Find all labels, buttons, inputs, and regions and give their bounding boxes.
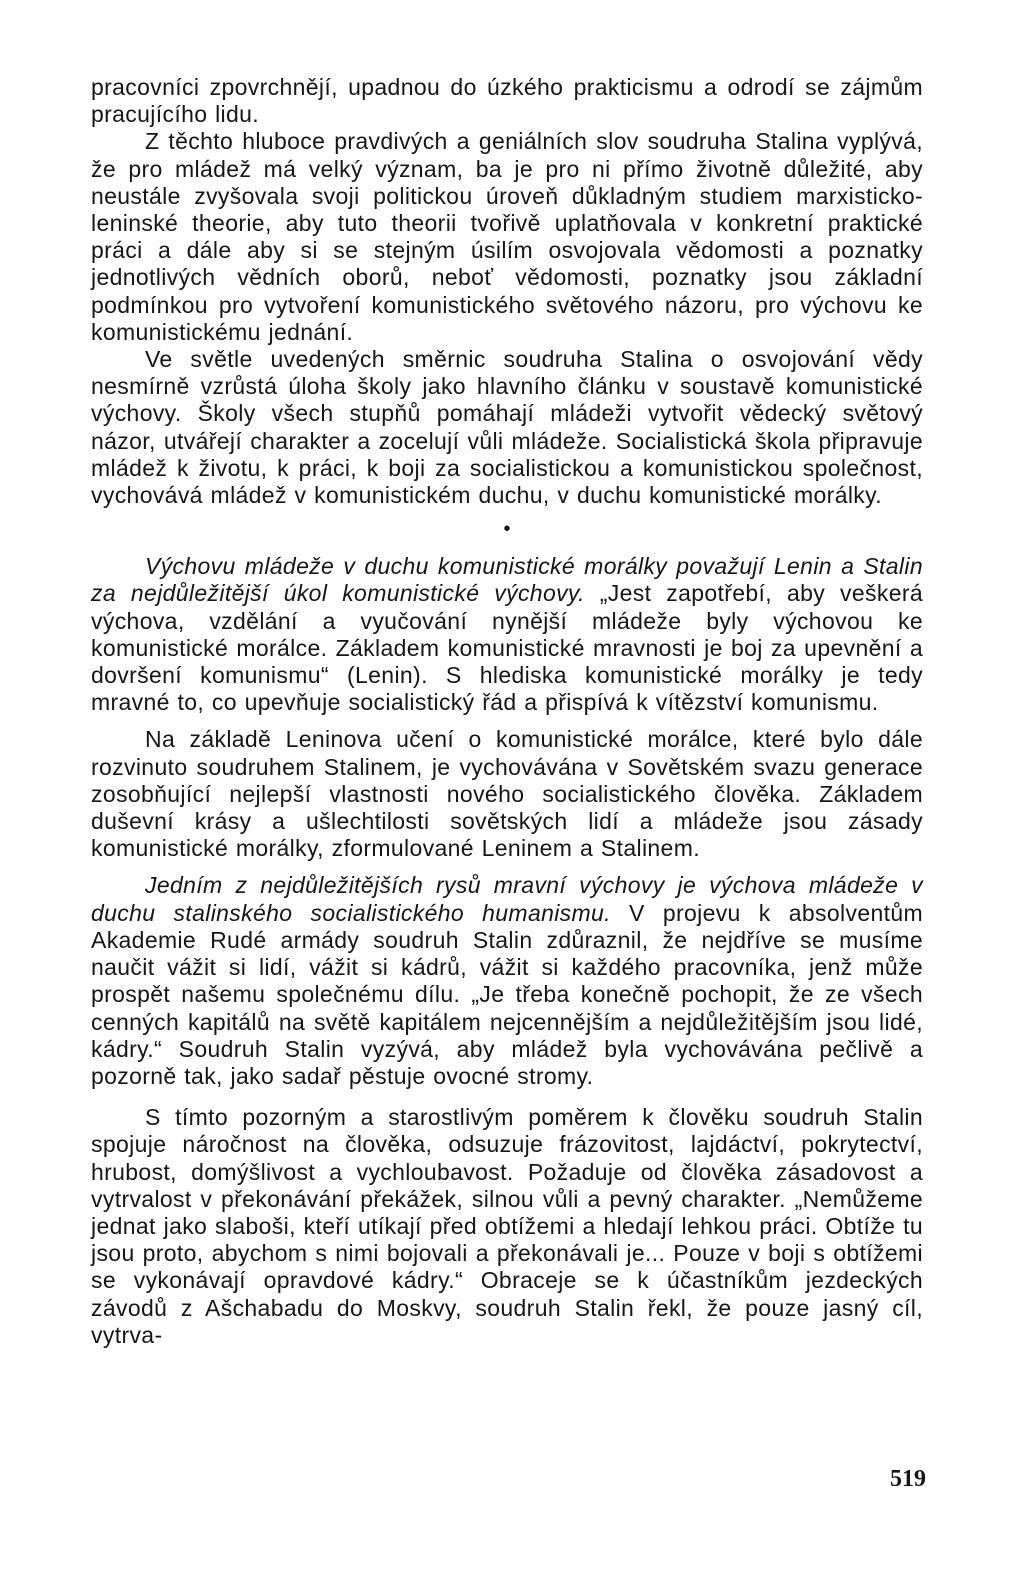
paragraph-1 xyxy=(91,74,923,128)
body-text: S tímto pozorným a starostlivým poměrem k člověku soudruh Stalin spojuje náročnost na člověka, odsuzuje frázovitost, lajdáctví, pokrytectví, hrubost, domýšlivost a vychloubavost. Požaduje od člověka zásadovost a vytrvalost v překonávání překážek, silnou vůli a pevný charakter. „Nemůžeme jednat jako slaboši, kteří utíkají před obtížemi a hledají lehkou práci. Obtíže tu jsou proto, abychom s nimi bojovali a překonávali je... Pouze v boji s obtížemi se vykonávají opravdové kádry.“ Obraceje se k účastníkům jezdeckých závodů z Ašchabadu do Moskvy, soudruh Stalin řekl, že pouze jasný cíl, vytrva- xyxy=(91,1104,923,1348)
body-text: pracovníci zpovrchnějí, upadnou do úzkého prakticismu a odrodí se zájmům pracujícího lidu. xyxy=(91,74,923,128)
body-text: Z těchto hluboce pravdivých a geniálních slov soudruha Stalina vyplývá, že pro mládež má velký význam, ba je pro ni přímo životně důležité, aby neustále zvyšovala svoji politickou úroveň důkladným studiem marxisticko-leninské theorie, aby tuto theorii tvořivě uplatňovala v konkretní praktické práci a dále aby si se stejným úsilím osvojovala vědomosti a poznatky jednotlivých vědních oborů, neboť vědomosti, poznatky jsou základní podmínkou pro vytvoření komunistického světového názoru, pro výchovu ke komunistickému jednání. xyxy=(91,128,923,345)
body-text: „Jest zapotřebí, aby veškerá výchova, vzdělání a vyučování nynější mládeže byly výchovou ke komunistické morálce. Základem komunistické mravnosti je boj za upevnění a dovršení komunismu“ (Lenin). S hlediska komunistické morálky je tedy mravné to, co upevňuje socialistický řád a přispívá k vítězství komunismu. xyxy=(91,580,923,716)
body-text: V projevu k absolventům Akademie Rudé armády soudruh Stalin zdůraznil, že nejdříve se musíme naučit vážit si lidí, vážit si kádrů, vážit si každého pracovníka, jenž může prospět našemu společnému dílu. „Je třeba konečně pochopit, že ze všech cenných kapitálů na světě kapitálem nejcennějším a nejdůležitějším jsou lidé, kádry.“ Soudruh Stalin vyzývá, aby mládež byla vychovávána pečlivě a pozorně tak, jako sadař pěstuje ovocné stromy. xyxy=(91,899,923,1089)
paragraph-5 xyxy=(91,726,923,862)
paragraph-6 xyxy=(91,872,923,1090)
paragraph-3 xyxy=(91,346,923,509)
body-text: Na základě Leninova učení o komunistické morálce, které bylo dále rozvinuto soudruhem Stalinem, je vychovávána v Sovětském svazu generace zosobňující nejlepší vlastnosti nového socialistického člověka. Základem duševní krásy a ušlechtilosti sovětských lidí a mládeže jsou zásady komunistické morálky, zformulované Leninem a Stalinem. xyxy=(91,726,923,862)
emphasized-text: Jedním z nejdůležitějších rysů mravní výchovy je výchova mládeže v duchu stalinského socialistického humanismu. xyxy=(91,872,923,926)
emphasized-text: Výchovu mládeže v duchu komunistické morálky považují Lenin a Stalin za nejdůležitější úkol komunistické výchovy. xyxy=(91,553,923,607)
paragraph-7 xyxy=(91,1104,923,1349)
paragraph-2 xyxy=(91,128,923,346)
paragraph-4 xyxy=(91,553,923,716)
section-separator: • xyxy=(503,518,511,541)
page-number: 519 xyxy=(890,1466,926,1492)
body-text: Ve světle uvedených směrnic soudruha Stalina o osvojování vědy nesmírně vzrůstá úloha školy jako hlavního článku v soustavě komunistické výchovy. Školy všech stupňů pomáhají mládeži vytvořit vědecký světový názor, utvářejí charakter a zocelují vůli mládeže. Socialistická škola připravuje mládež k životu, k práci, k boji za socialistickou a komunistickou společnost, vychovává mládež v komunistickém duchu, v duchu komunistické morálky. xyxy=(91,346,923,509)
page-text-block xyxy=(91,74,923,1349)
